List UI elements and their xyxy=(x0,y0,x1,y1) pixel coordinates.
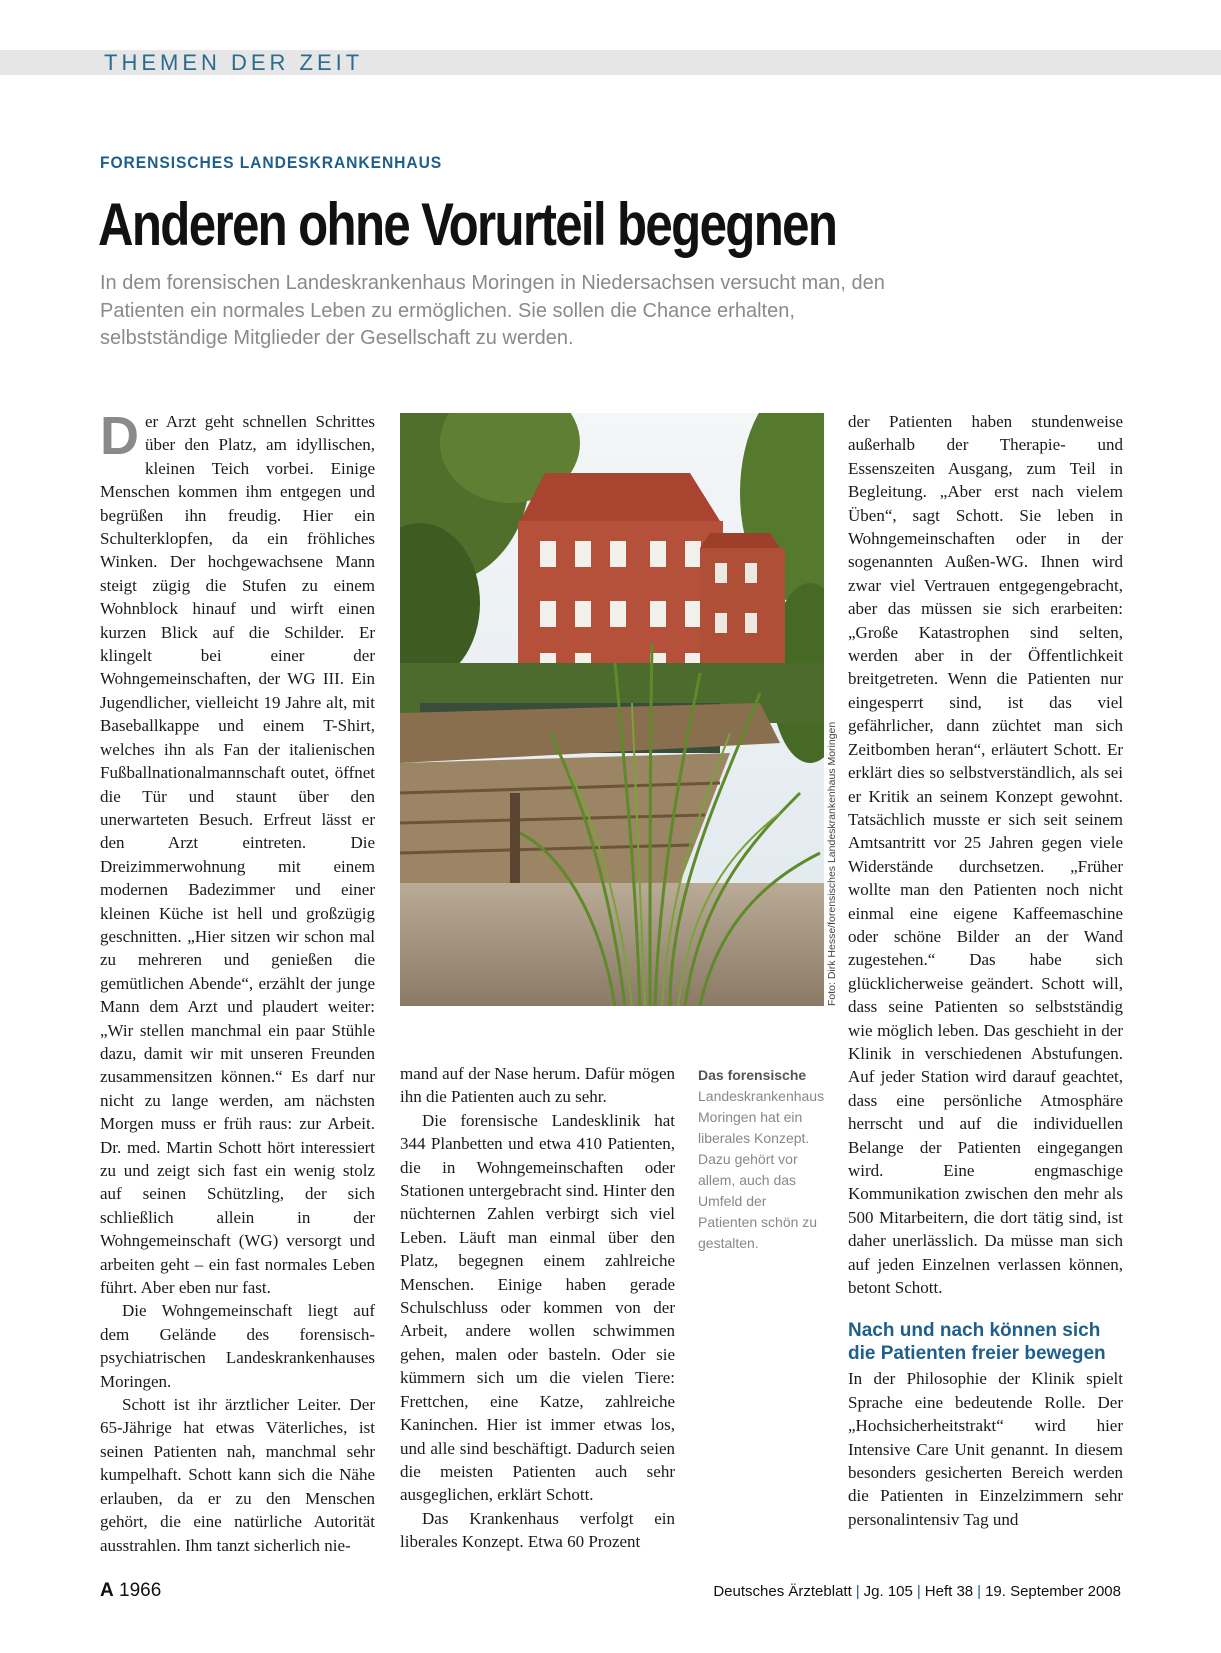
journal-date: 19. September 2008 xyxy=(985,1583,1121,1600)
journal-volume: Jg. 105 xyxy=(863,1583,913,1600)
paragraph-text: er Arzt geht schnellen Schrittes über den Platz, am idyllischen, kleinen Teich vorbei. Einige Menschen kommen ihm entgegen und begrüßen ihn freudig. Hier ein Schulterklopfen, da ein fröhliches Winken. Der hochgewachsene Mann steigt zügig die Stufen zu einem Wohnblock hinauf und wirft einen kurzen Blick auf die Schilder. Er klingelt bei einer der Wohngemeinschaften, der WG III. Ein Jugendlicher, vielleicht 19 Jahre alt, mit Baseballkappe und einem T-Shirt, welches ihn als Fan der italienischen Fußballnationalmannschaft outet, öffnet die Tür und staunt über den unerwarteten Besuch. Erfreut lässt er den Arzt eintreten. Die Dreizimmerwohnung mit einem modernen Badezimmer und einer kleinen Küche ist hell und großzügig geschnitten. „Hier sitzen wir schon mal zu mehreren und genießen die gemütlichen Abende“, erzählt der junge Mann dem Arzt und plaudert weiter: „Wir stellen manchmal ein paar Stühle dazu, damit wir mit unseren Freunden zusammensitzen können.“ Es darf nur nicht zu lange werden, am nächsten Morgen muss er früh raus: zur Arbeit. Dr. med. Martin Schott hört interessiert zu und zeigt sich fast ein wenig stolz auf seinen Schützling, der sich schließlich allein in der Wohngemeinschaft (WG) versorgt und arbeiten geht – ein fast normales Leben führt. Aber eben nur fast. xyxy=(100,412,375,1298)
journal-footer xyxy=(713,1583,1121,1600)
paragraph: Die Wohngemeinschaft liegt auf dem Gelände des forensisch-psychiatrischen Landeskrankenhauses Moringen. xyxy=(100,1301,375,1391)
journal-name: Deutsches Ärzteblatt xyxy=(713,1583,852,1600)
page-letter: A xyxy=(100,1580,114,1601)
paragraph: Schott ist ihr ärztlicher Leiter. Der 65-Jährige hat etwas Väterliches, ist seinen Patienten nah, manchmal sehr kumpelhaft. Schott kann sich die Nähe erlauben, da er zu den Menschen gehört, die eine natürliche Autorität ausstrahlen. Ihm tanzt sicherlich nie- xyxy=(100,1395,375,1555)
article-title: Anderen ohne Vorurteil begegnen xyxy=(98,191,837,258)
separator: | xyxy=(855,1583,860,1600)
paragraph: In der Philosophie der Klinik spielt Sprache eine bedeutende Rolle. Der „Hochsicherheitstrakt“ wird hier Intensive Care Unit genannt. In diesem besonders gesicherten Bereich werden die Patienten in Einzelzimmern sehr personalintensiv Tag und xyxy=(848,1369,1123,1529)
photo-credit: Foto: Dirk Hesse/forensisches Landeskrankenhaus Moringen xyxy=(826,721,838,1006)
subheading: Nach und nach können sich die Patienten freier bewegen xyxy=(848,1320,1106,1365)
separator: | xyxy=(977,1583,982,1600)
paragraph: Die forensische Landesklinik hat 344 Planbetten und etwa 410 Patienten, die in Wohngemeinschaften oder Stationen untergebracht sind. Hinter den nüchternen Zahlen verbirgt sich viel Leben. Läuft man einmal über den Platz, begegnen einem zahlreiche Menschen. Einige haben gerade Schulschluss oder kommen von der Arbeit, andere wollen schwimmen gehen, malen oder basteln. Oder sie kümmern sich um die vielen Tiere: Frettchen, eine Katze, zahlreiche Kaninchen. Hier ist immer etwas los, und alle sind beschäftigt. Dadurch seien die meisten Patienten auch sehr ausgeglichen, erklärt Schott. xyxy=(400,1110,675,1505)
page-number-value: 1966 xyxy=(119,1580,162,1601)
photo-caption xyxy=(698,1065,828,1254)
text-column-3 xyxy=(848,410,1123,1531)
page-number xyxy=(100,1580,161,1602)
text-column-1 xyxy=(100,406,375,1557)
drop-cap: D xyxy=(100,406,139,466)
paragraph: Das Krankenhaus verfolgt ein liberales Konzept. Etwa 60 Prozent xyxy=(400,1508,675,1552)
journal-issue: Heft 38 xyxy=(924,1583,974,1600)
article-lead: In dem forensischen Landeskrankenhaus Moringen in Niedersachsen versucht man, den Patienten ein normales Leben zu ermöglichen. Sie sollen die Chance erhalten, selbstständige Mitglieder der Gesellschaft zu werden. xyxy=(100,272,885,349)
caption-heading: Das forensische xyxy=(698,1067,807,1083)
separator: | xyxy=(916,1583,921,1600)
article-photo xyxy=(400,413,824,1006)
text-column-2 xyxy=(400,1062,675,1554)
caption-text: Landeskrankenhaus Moringen hat ein liberales Konzept. Dazu gehört vor allem, auch das Umfeld der Patienten schön zu gestalten. xyxy=(698,1088,825,1251)
section-header: THEMEN DER ZEIT xyxy=(104,50,364,75)
article-kicker: FORENSISCHES LANDESKRANKENHAUS xyxy=(100,153,443,172)
paragraph xyxy=(100,406,375,1299)
paragraph: mand auf der Nase herum. Dafür mögen ihn die Patienten auch zu sehr. xyxy=(400,1064,675,1107)
paragraph: der Patienten haben stundenweise außerhalb der Therapie- und Essenszeiten Ausgang, zum Teil in Begleitung. „Aber erst nach vielem Üben“, sagt Schott. Sie leben in Wohngemeinschaften oder in der sogenannten Außen-WG. Ihnen wird zwar viel Vertrauen entgegengebracht, aber das müssen sie sich erarbeiten: „Große Katastrophen sind selten, werden aber in der Öffentlichkeit breitgetreten. Wenn die Patienten nur eingesperrt sind, ist das viel gefährlicher, dann züchtet man sich Zeitbomben heran“, erläutert Schott. Er erklärt dies so selbstverständlich, als sei er Kritik an seinem Konzept gewohnt. Tatsächlich musste er sich seit seinem Amtsantritt vor 25 Jahren gegen viele Widerstände durchsetzen. „Früher wollte man den Patienten noch nicht einmal eine eigene Kaffeemaschine oder schöne Bilder an der Wand zugestehen.“ Das habe sich glücklicherweise geändert. Schott will, dass seine Patienten so selbstständig wie möglich leben. Das geschieht in der Klinik in verschiedenen Abstufungen. Auf jeder Station wird darauf geachtet, dass eine persönliche Atmosphäre herrscht und auf die individuellen Belange der Patienten eingegangen wird. Eine engmaschige Kommunikation zwischen den mehr als 500 Mitarbeitern, die dort tätig sind, ist daher unerlässlich. Da müsse man sich auf jeden Einzelnen verlassen können, betont Schott. xyxy=(848,412,1123,1298)
